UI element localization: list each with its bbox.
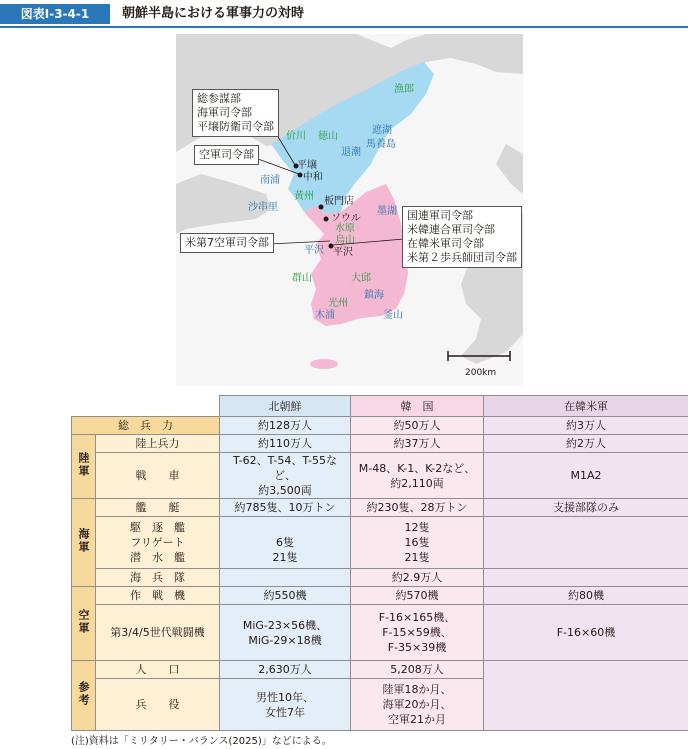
callout-north-air: 空軍司令部 — [194, 145, 259, 165]
row-ref-population — [72, 661, 688, 679]
total-north: 約128万人 — [220, 417, 351, 435]
navalbase-jinhae: 鎮海 — [364, 290, 384, 301]
ground-south: 約37万人 — [351, 435, 484, 453]
cat-army-text: 陸軍 — [77, 451, 90, 478]
ships-south: 約230隻、28万トン — [351, 499, 484, 517]
cat-ref-text: 参考 — [77, 680, 90, 707]
label-submarines: 潜 水 艦 — [130, 551, 185, 564]
row-navy-ships — [72, 499, 688, 517]
row-total — [72, 417, 688, 435]
destroyers-north — [222, 520, 348, 535]
figure-header — [0, 0, 688, 28]
scale-label: 200km — [465, 368, 497, 378]
airbase-toksan: 徳山 — [318, 131, 338, 142]
ref-usfk — [484, 661, 688, 731]
label-destroyers: 駆 逐 艦 — [130, 521, 185, 534]
label-fighters: 第3/4/5世代戦闘機 — [96, 605, 220, 661]
fighters-usfk: F-16×60機 — [484, 605, 688, 661]
seoul-dot — [324, 217, 329, 222]
label-service: 兵 役 — [96, 679, 220, 731]
airbase-gunsan: 群山 — [292, 273, 312, 284]
callout-un-command: 国連軍司令部 米韓連合軍司令部 在韓米軍司令部 米第２歩兵師団司令部 — [402, 206, 522, 268]
marines-usfk — [484, 569, 688, 587]
fighters-south: F-16×165機、 F-15×59機、 F-35×39機 — [351, 605, 484, 661]
service-north: 男性10年、 女性7年 — [220, 679, 351, 731]
label-vessels — [96, 517, 220, 569]
city-seoul: ソウル — [331, 213, 361, 224]
row-army-ground — [72, 435, 688, 453]
col-north: 北朝鮮 — [220, 396, 351, 417]
navalbase-toejo: 退潮 — [341, 147, 361, 158]
ships-north: 約785隻、10万トン — [220, 499, 351, 517]
row-navy-marines — [72, 569, 688, 587]
airbase-hwangju: 黄州 — [294, 191, 314, 202]
navalbase-chaho: 遮湖 — [372, 125, 392, 136]
label-marines: 海 兵 隊 — [96, 569, 220, 587]
city-pyeongtaek: 平沢 — [333, 247, 353, 258]
figure-title: 朝鮮半島における軍事力の対時 — [122, 6, 305, 21]
total-usfk: 約3万人 — [484, 417, 688, 435]
destroyers-south: 12隻 — [404, 521, 430, 534]
tanks-south: M-48、K-1、K-2など、 約2,110両 — [351, 453, 484, 499]
vessels-usfk — [484, 517, 688, 569]
jeju-island — [310, 359, 338, 369]
tanks-usfk: M1A2 — [484, 453, 688, 499]
airbase-osan: 烏山 — [335, 235, 355, 246]
table-header-row — [72, 396, 688, 417]
row-air-fighters — [72, 605, 688, 661]
vessels-north — [220, 517, 351, 569]
figure-label: 図表Ⅰ-3-4-1 — [0, 4, 110, 24]
airbase-kaechon: 价川 — [286, 131, 306, 142]
label-total: 総 兵 力 — [72, 417, 220, 435]
cat-navy — [72, 499, 96, 587]
label-population: 人 口 — [96, 661, 220, 679]
ground-north: 約110万人 — [220, 435, 351, 453]
row-air-combat — [72, 587, 688, 605]
header-rule — [0, 26, 688, 28]
frigates-south: 16隻 — [404, 536, 430, 549]
navalbase-sagotri: 沙串里 — [248, 202, 278, 213]
label-tanks: 戦 車 — [96, 453, 220, 499]
callout-north-hq: 総参謀部 海軍司令部 平壌防衛司令部 — [192, 89, 279, 137]
col-south: 韓 国 — [351, 396, 484, 417]
ground-usfk: 約2万人 — [484, 435, 688, 453]
navalbase-mukho: 墨湖 — [377, 206, 397, 217]
frigates-north: 6隻 — [276, 536, 294, 549]
service-south: 陸軍18か月、 海軍20か月、 空軍21か月 — [351, 679, 484, 731]
fighters-north: MiG-23×56機、 MiG-29×18機 — [220, 605, 351, 661]
navalbase-pyeongtaek: 平沢 — [304, 245, 324, 256]
navalbase-nampo: 南浦 — [260, 175, 280, 186]
airbase-daegu: 大邱 — [351, 273, 371, 284]
label-combat: 作 戦 機 — [96, 587, 220, 605]
marines-south: 約2.9万人 — [351, 569, 484, 587]
korea-map — [176, 34, 523, 386]
population-south: 5,208万人 — [351, 661, 484, 679]
cat-army — [72, 435, 96, 499]
airbase-suwon: 水原 — [335, 223, 355, 234]
row-navy-vessels — [72, 517, 688, 569]
cat-air — [72, 587, 96, 661]
marines-north — [220, 569, 351, 587]
callout-us-air: 米第7空軍司令部 — [180, 233, 274, 253]
label-ships: 艦 艇 — [96, 499, 220, 517]
col-usfk: 在韓米軍 — [484, 396, 688, 417]
total-south: 約50万人 — [351, 417, 484, 435]
combat-south: 約570機 — [351, 587, 484, 605]
navalbase-mayang: 馬養島 — [366, 139, 396, 150]
military-comparison-table — [71, 395, 688, 731]
combat-usfk: 約80機 — [484, 587, 688, 605]
cat-air-text: 空軍 — [77, 608, 90, 635]
population-north: 2,630万人 — [220, 661, 351, 679]
label-ground: 陸上兵力 — [96, 435, 220, 453]
city-panmunjom: 板門店 — [324, 196, 354, 207]
header-blank — [72, 396, 220, 417]
source-note: (注)資料は「ミリタリー・バランス(2025)」などによる。 — [71, 736, 332, 747]
vessels-south — [351, 517, 484, 569]
label-frigates: フリゲート — [130, 536, 185, 549]
navalbase-busan: 釜山 — [383, 310, 403, 321]
panmunjom-dot — [319, 205, 324, 210]
city-junghwa: 中和 — [303, 172, 323, 183]
tanks-north: T-62、T-54、T-55など、 約3,500両 — [220, 453, 351, 499]
airbase-chongjin: 漁郎 — [394, 84, 414, 95]
submarines-north: 21隻 — [272, 551, 298, 564]
junghwa-dot — [298, 173, 303, 178]
airbase-gwangju: 光州 — [328, 298, 348, 309]
submarines-south: 21隻 — [404, 551, 430, 564]
cat-ref — [72, 661, 96, 731]
ships-usfk: 支援部隊のみ — [484, 499, 688, 517]
city-pyongyang: 平壌 — [297, 160, 317, 171]
cat-navy-text: 海軍 — [77, 527, 90, 554]
navalbase-mokpo: 木浦 — [315, 310, 335, 321]
row-army-tanks — [72, 453, 688, 499]
combat-north: 約550機 — [220, 587, 351, 605]
